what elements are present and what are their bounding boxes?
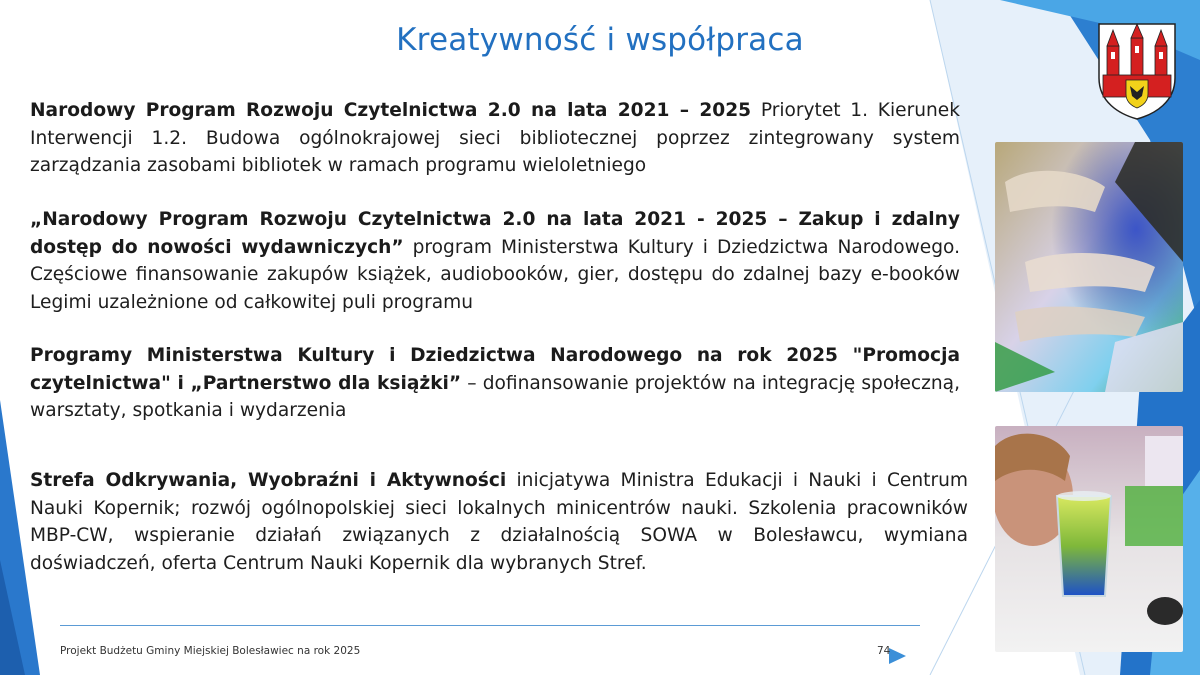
page-number: 74	[877, 645, 891, 657]
paragraph-discovery-zone	[30, 467, 968, 577]
footer-text: Projekt Budżetu Gminy Miejskiej Bolesławiec na rok 2025	[60, 645, 361, 657]
paragraph-bold-lead: „Narodowy Program Rozwoju Czytelnictwa 2.0 na lata 2021 - 2025 – Zakup i zdalny dostęp do nowości wydawniczych”	[30, 209, 960, 258]
paragraph-ministry-programs	[30, 342, 960, 425]
slide-title: Kreatywność i współpraca	[396, 22, 804, 58]
science-experiment-photo	[995, 426, 1183, 652]
paragraph-text: – dofinansowanie projektów na integrację społeczną, warsztaty, spotkania i wydarzenia	[30, 372, 960, 421]
paragraph-text: inicjatywa Ministra Edukacji i Nauki i Centrum Nauki Kopernik; rozwój ogólnopolskiej sieci lokalnych minicentrów nauki. Szkolenia pracowników MBP-CW, wspieranie działań związanych z działalnością SOWA w Bolesławcu, wymiana doświadczeń, oferta Centrum Nauki Kopernik dla wybranych Stref.	[30, 470, 968, 574]
footer-divider	[60, 625, 920, 626]
paragraph-bold-lead: Programy Ministerstwa Kultury i Dziedzictwa Narodowego na rok 2025 "Promocja czytelnictwa" i „Partnerstwo dla książki”	[30, 345, 960, 394]
paragraph-nprc-priority	[30, 97, 960, 180]
paragraph-bold-lead: Strefa Odkrywania, Wyobraźni i Aktywności	[30, 470, 507, 491]
paragraph-bold-lead: Narodowy Program Rozwoju Czytelnictwa 2.0 na lata 2021 – 2025	[30, 100, 752, 121]
sand-table-photo	[995, 142, 1183, 392]
paragraph-nprc-purchase	[30, 206, 960, 316]
paragraph-text: program Ministerstwa Kultury i Dziedzictwa Narodowego. Częściowe finansowanie zakupów książek, audiobooków, gier, dostępu do zdalnej bazy e-booków Legimi uzależnione od całkowitej puli programu	[30, 236, 960, 313]
boleslawiec-coat-of-arms-icon	[1093, 20, 1181, 120]
paragraph-text: Priorytet 1. Kierunek Interwencji 1.2. Budowa ogólnokrajowej sieci bibliotecznej poprzez zintegrowany system zarządzania zasobami bibliotek w ramach programu wieloletniego	[30, 100, 960, 176]
